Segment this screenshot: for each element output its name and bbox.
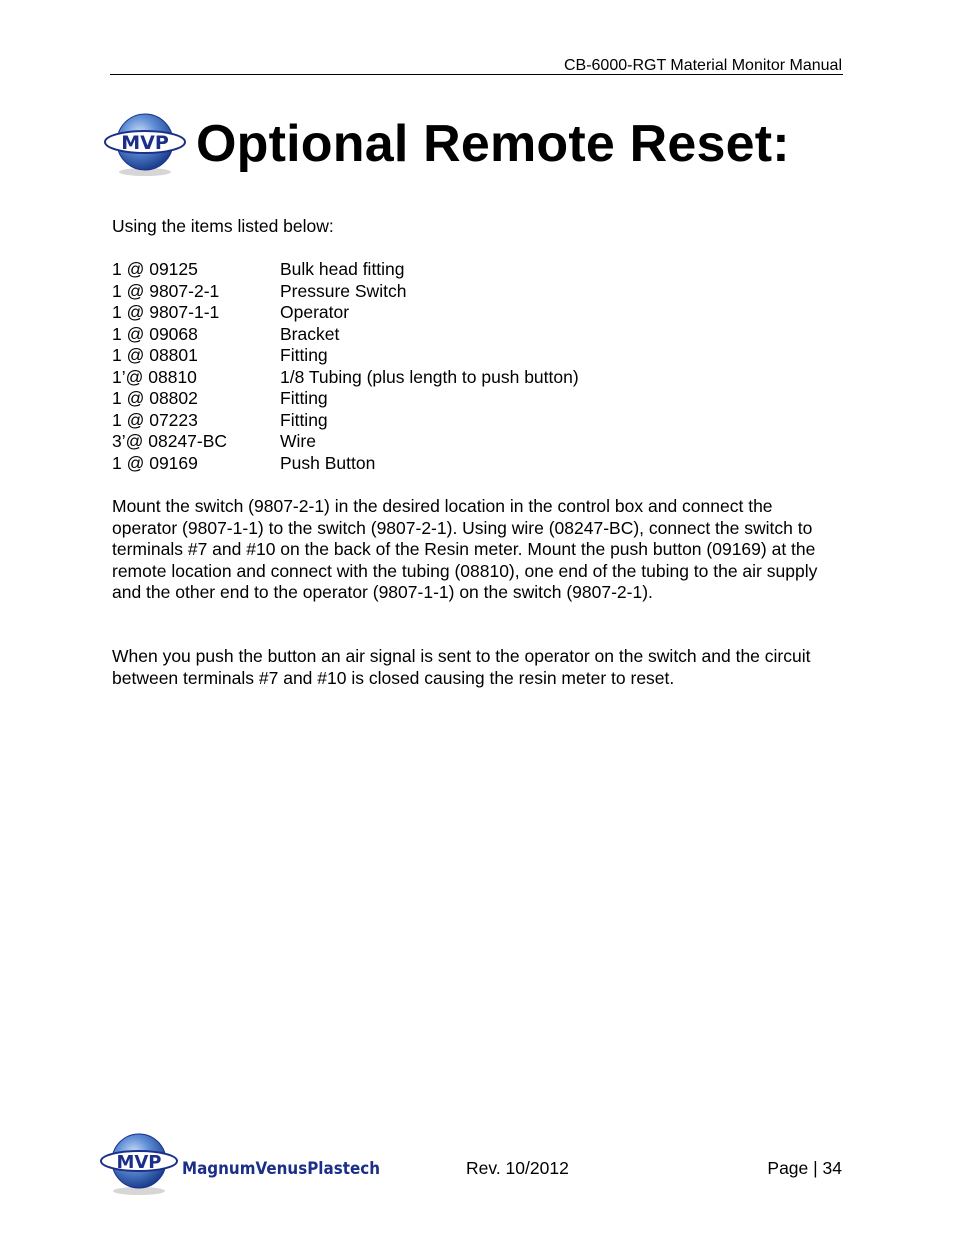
logo-text: MVP	[121, 132, 169, 154]
list-item	[112, 302, 579, 324]
part-quantity: 1 @ 9807-2-1	[112, 280, 220, 301]
list-item	[112, 410, 579, 432]
list-item	[112, 281, 579, 303]
list-item	[112, 324, 579, 346]
list-item	[112, 431, 579, 453]
paragraph-text: When you push the button an air signal is sent to the operator on the switch and the circuit between terminals #7 and #10 is closed causing the resin meter to reset.	[112, 646, 811, 688]
list-item	[112, 453, 579, 475]
company-name: MagnumVenusPlastech	[182, 1159, 380, 1179]
part-quantity: 1’@ 08810	[112, 366, 197, 387]
list-item	[112, 367, 579, 389]
part-description: Wire	[280, 431, 316, 451]
title-row	[104, 108, 790, 180]
list-item	[112, 345, 579, 367]
part-description: Bracket	[280, 323, 340, 344]
part-quantity: 1 @ 08801	[112, 345, 198, 365]
page-number: Page | 34	[767, 1158, 842, 1178]
part-quantity: 1 @ 07223	[112, 409, 198, 430]
page-title: Optional Remote Reset:	[196, 115, 790, 173]
part-quantity: 1 @ 08802	[112, 388, 198, 408]
part-quantity: 1 @ 09169	[112, 452, 198, 473]
part-description: 1/8 Tubing (plus length to push button)	[280, 366, 579, 387]
part-description: Fitting	[280, 409, 328, 430]
parts-list	[112, 259, 579, 474]
part-description: Push Button	[280, 452, 376, 473]
part-description: Operator	[280, 302, 350, 322]
footer-logo-badge: MVP	[116, 1152, 162, 1173]
part-description: Fitting	[280, 345, 328, 365]
part-quantity: 1 @ 9807-1-1	[112, 302, 220, 322]
part-description: Pressure Switch	[280, 280, 407, 301]
list-item	[112, 388, 579, 410]
list-item	[112, 259, 579, 281]
result-paragraph	[112, 646, 842, 689]
company-logo-icon	[98, 1130, 388, 1196]
part-description: Fitting	[280, 388, 328, 408]
header-divider	[110, 74, 843, 75]
paragraph-text: Mount the switch (9807-2-1) in the desired location in the control box and connect the operator (9807-1-1) to the switch (9807-2-1). Using wire (08247-BC), connect the switch to terminals #7 and #10 on the back of the Resin meter. Mount the push button (09169) at the remote location and connect with the tubing (08810), one end of the tubing to the air supply and the other end to the operator (9807-1-1) on the switch (9807-2-1).	[112, 496, 818, 602]
instructions-paragraph	[112, 496, 842, 604]
part-quantity: 1 @ 09125	[112, 259, 198, 279]
intro-text: Using the items listed below:	[112, 216, 334, 236]
revision-label: Rev. 10/2012	[466, 1158, 569, 1178]
part-description: Bulk head fitting	[280, 259, 405, 279]
part-quantity: 3’@ 08247-BC	[112, 431, 228, 451]
part-quantity: 1 @ 09068	[112, 323, 198, 344]
manual-title: CB-6000-RGT Material Monitor Manual	[563, 57, 842, 74]
mvp-logo-icon	[104, 111, 186, 177]
